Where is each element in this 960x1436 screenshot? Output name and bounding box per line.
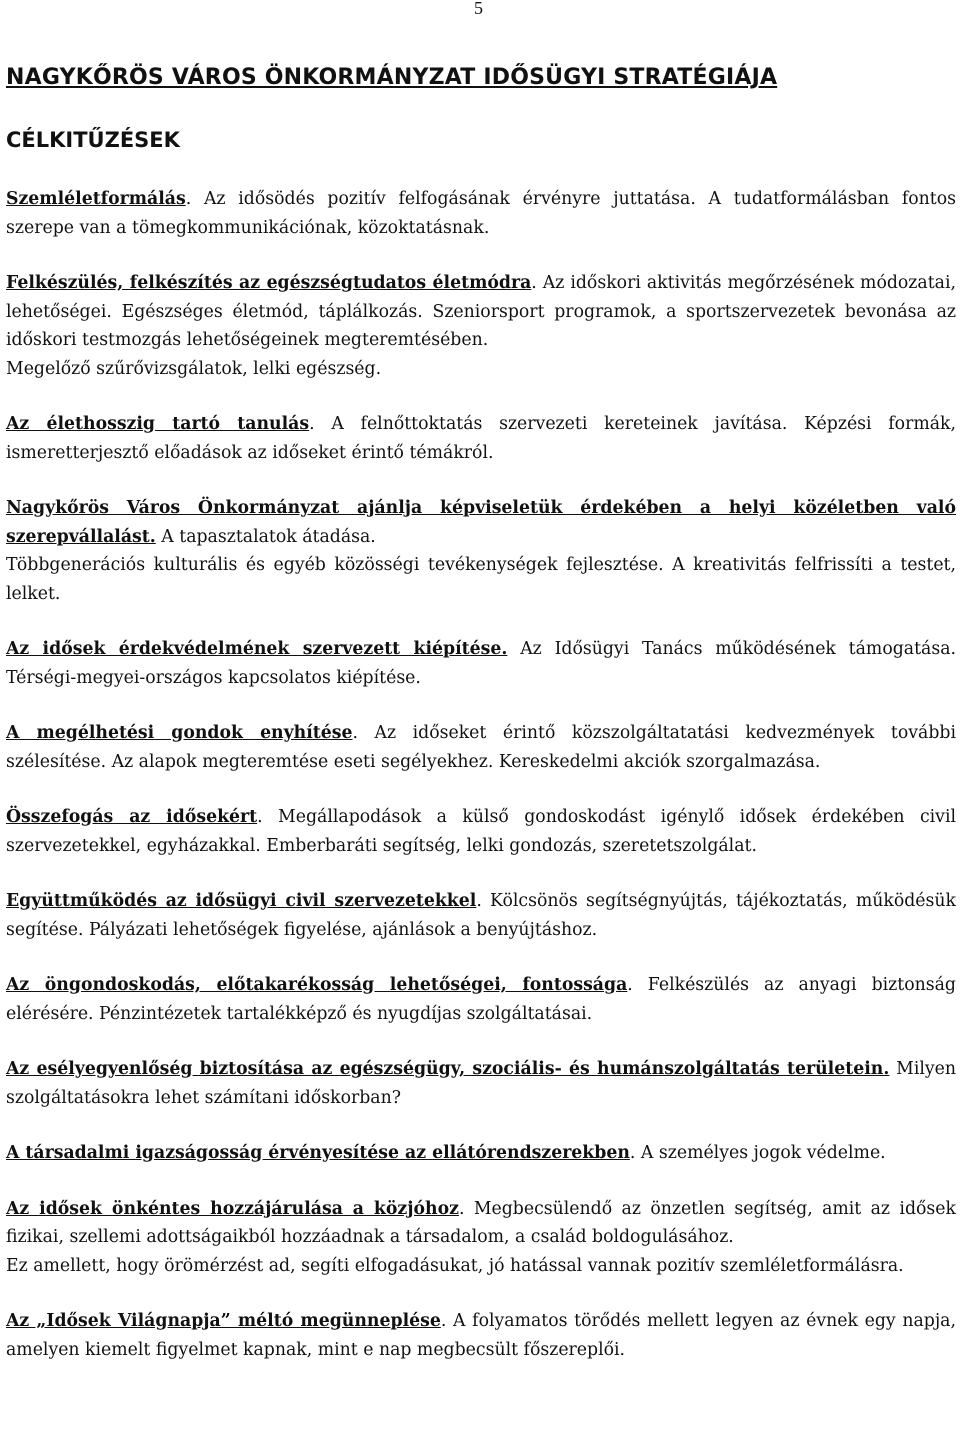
objective-lead: Az esélyegyenlőség biztosítása az egészségügy, szociális- és humánszolgáltatás területein. [6, 1059, 890, 1079]
objective-item [6, 635, 956, 692]
objective-text: . Felkészülés az anyagi biztonság elérésére. Pénzintézetek tartalékképző és nyugdíjas szolgáltatásai. [6, 975, 956, 1024]
objective-item [6, 719, 956, 776]
objective-item [6, 1139, 956, 1168]
objective-item [6, 971, 956, 1028]
objective-item [6, 269, 956, 383]
document-title: NAGYKŐRÖS VÁROS ÖNKORMÁNYZAT IDŐSÜGYI STRATÉGIÁJA [6, 65, 778, 90]
objective-lead: Az „Idősek Világnapja” méltó megünneplése [6, 1311, 441, 1331]
objective-text: . Megbecsülendő az önzetlen segítség, amit az idősek fizikai, szellemi adottságaikból hozzáadnak a társadalom, a család boldogulásához. [6, 1198, 956, 1247]
objective-lead: A megélhetési gondok enyhítése [6, 723, 353, 743]
objective-text: Az Idősügyi Tanács működésének támogatása. Térségi-megyei-országos kapcsolatos kiépítése. [6, 639, 957, 688]
objective-lead: Az idősek önkéntes hozzájárulása a közjóhoz [6, 1198, 459, 1219]
objective-item [6, 410, 956, 467]
objective-text: . Az időskori aktivitás megőrzésének módozatai, lehetőségei. Egészséges életmód, táplálkozás. Szeniorsport programok, a sportszervezetek bevonása az időskori testmozgás lehetőségeinek megteremtésében. [6, 273, 956, 350]
objective-text: . Az idősödés pozitív felfogásának érvényre juttatása. A tudatformálásban fontos szerepe van a tömegkommunikációnak, közoktatásnak. [6, 189, 956, 238]
objective-item [6, 185, 956, 242]
objective-item [6, 1195, 956, 1281]
objective-item [6, 1307, 956, 1364]
objective-text: . A folyamatos törődés mellett legyen az évnek egy napja, amelyen kiemelt figyelmet kapnak, mint e nap megbecsült főszereplői. [6, 1311, 956, 1360]
objective-lead: A társadalmi igazságosság érvényesítése az ellátórendszerekben [6, 1143, 630, 1163]
page-number: 5 [474, 0, 483, 18]
objective-lead: Nagykőrös Város Önkormányzat ajánlja képviseletük érdekében a helyi közéletben való szerepvállalást. [6, 498, 956, 547]
objective-lead: Az idősek érdekvédelmének szervezett kiépítése. [6, 639, 508, 659]
objective-text: . Megállapodások a külső gondoskodást igénylő idősek érdekében civil szervezetekkel, egyházakkal. Emberbaráti segítség, lelki gondozás, szeretetszolgálat. [6, 807, 956, 856]
objective-lead: Összefogás az idősekért [6, 807, 258, 827]
objective-extra: Többgenerációs kulturális és egyéb közösségi tevékenységek fejlesztése. A kreativitás felfrissíti a testet, lelket. [6, 555, 956, 604]
objective-text: . A felnőttoktatás szervezeti kereteinek javítása. Képzési formák, ismeretterjesztő előadások az időseket érintő témákról. [6, 414, 957, 463]
objective-text: A tapasztalatok átadása. [155, 526, 376, 547]
objective-extra: Ez amellett, hogy örömérzést ad, segíti elfogadásukat, jó hatással vannak pozitív szemléletformálásra. [6, 1255, 904, 1276]
objectives-list [6, 185, 956, 1391]
objective-text: . A személyes jogok védelme. [629, 1143, 886, 1163]
objective-item [6, 494, 956, 608]
objective-item [6, 887, 956, 944]
section-heading: CÉLKITŰZÉSEK [6, 128, 180, 152]
objective-lead: Együttműködés az idősügyi civil szervezetekkel [6, 891, 477, 911]
objective-text: . Kölcsönös segítségnyújtás, tájékoztatás, működésük segítése. Pályázati lehetőségek figyelése, ajánlások a benyújtáshoz. [6, 891, 956, 940]
objective-text: . Az időseket érintő közszolgáltatatási kedvezmények további szélesítése. Az alapok megteremtése eseti segélyekhez. Kereskedelmi akciók szorgalmazása. [6, 723, 956, 772]
objective-lead: Az öngondoskodás, előtakarékosság lehetőségei, fontossága [6, 975, 628, 995]
objective-item [6, 803, 956, 860]
objective-lead: Felkészülés, felkészítés az egészségtudatos életmódra [6, 273, 532, 293]
objective-lead: Szemléletformálás [6, 189, 186, 209]
objective-item [6, 1055, 956, 1112]
objective-text: Milyen szolgáltatásokra lehet számítani időskorban? [6, 1059, 956, 1108]
objective-lead: Az élethosszig tartó tanulás [6, 414, 310, 434]
objective-extra: Megelőző szűrővizsgálatok, lelki egészség. [6, 358, 382, 379]
